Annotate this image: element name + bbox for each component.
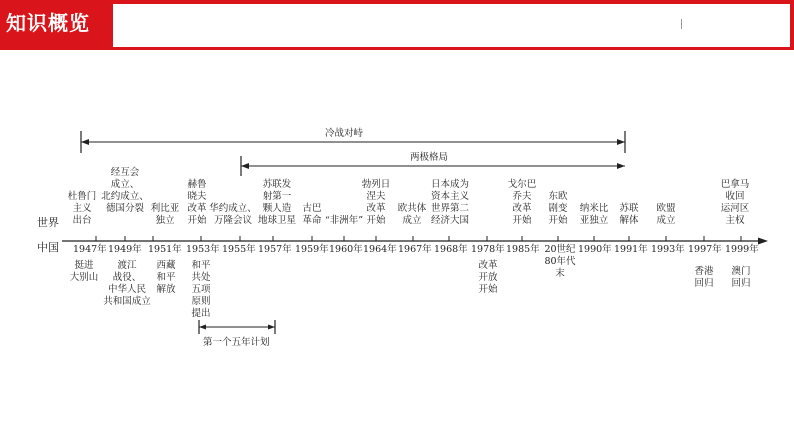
world-event: 勃列日 涅夫 改革 开始	[361, 179, 391, 226]
year-label: 20世纪 80年代末	[544, 244, 576, 279]
year-label: 1997年	[688, 244, 722, 255]
year-label: 1949年	[108, 244, 142, 255]
year-label: 1953年	[186, 244, 220, 255]
year-label: 1991年	[614, 244, 648, 255]
world-event: 巴拿马 收回 运河区 主权	[720, 179, 750, 226]
china-event: 西藏 和平 解放	[156, 260, 176, 295]
cold-war-label: 冷战对峙	[325, 128, 364, 139]
year-label: 1951年	[148, 244, 182, 255]
world-event: 东欧 剧变 开始	[548, 191, 568, 226]
world-event: 苏联 解体	[619, 203, 639, 226]
world-event: 欧盟 成立	[656, 203, 676, 226]
year-label: 1967年	[398, 244, 432, 255]
year-label: 1960年	[329, 244, 363, 255]
page-title: 知识概览	[6, 11, 90, 35]
world-event: 杜鲁门 主义 出台	[67, 191, 97, 226]
year-label: 1957年	[258, 244, 292, 255]
year-label: 1999年	[725, 244, 759, 255]
world-event: 日本成为 资本主义 世界第二 经济大国	[430, 179, 469, 226]
world-event: 欧共体 成立	[397, 203, 427, 226]
bipolar-label: 两极格局	[410, 152, 449, 163]
world-event: 戈尔巴 乔夫 改革 开始	[507, 179, 537, 226]
year-label: 1955年	[222, 244, 256, 255]
china-event: 香港 回归	[694, 266, 714, 289]
world-event: 赫鲁 晓夫 改革 开始	[187, 179, 207, 226]
year-label: 1947年	[73, 244, 107, 255]
world-event: 纳米比 亚独立	[579, 203, 609, 226]
china-event: 渡江 战役、 中华人民 共和国成立	[103, 260, 151, 307]
year-label: 1964年	[363, 244, 397, 255]
year-label: 1968年	[434, 244, 468, 255]
year-label: 1978年	[471, 244, 505, 255]
year-label: 1985年	[506, 244, 540, 255]
five-year-plan-label: 第一个五年计划	[203, 337, 270, 348]
china-event: 挺进 大别山	[69, 260, 99, 283]
china-event: 和平 共处 五项 原则 提出	[191, 260, 211, 319]
china-event: 澳门 回归	[731, 266, 751, 289]
china-row-label: 中国	[37, 241, 59, 254]
year-label: 1959年	[295, 244, 329, 255]
world-row-label: 世界	[37, 216, 59, 229]
world-event: 苏联发 射第一 颗人造 地球卫星	[257, 179, 296, 226]
world-event: 利比亚 独立	[150, 203, 180, 226]
world-event: 经互会 成立、 北约成立、 德国分裂	[101, 167, 149, 214]
year-label: 1990年	[578, 244, 612, 255]
world-event: “非洲年”	[324, 215, 364, 226]
year-label: 1993年	[651, 244, 685, 255]
world-event: 古巴 革命	[302, 203, 322, 226]
timeline-arrowhead	[758, 238, 768, 245]
world-event: 华约成立、 万隆会议	[209, 203, 257, 226]
china-event: 改革 开放 开始	[478, 260, 498, 295]
